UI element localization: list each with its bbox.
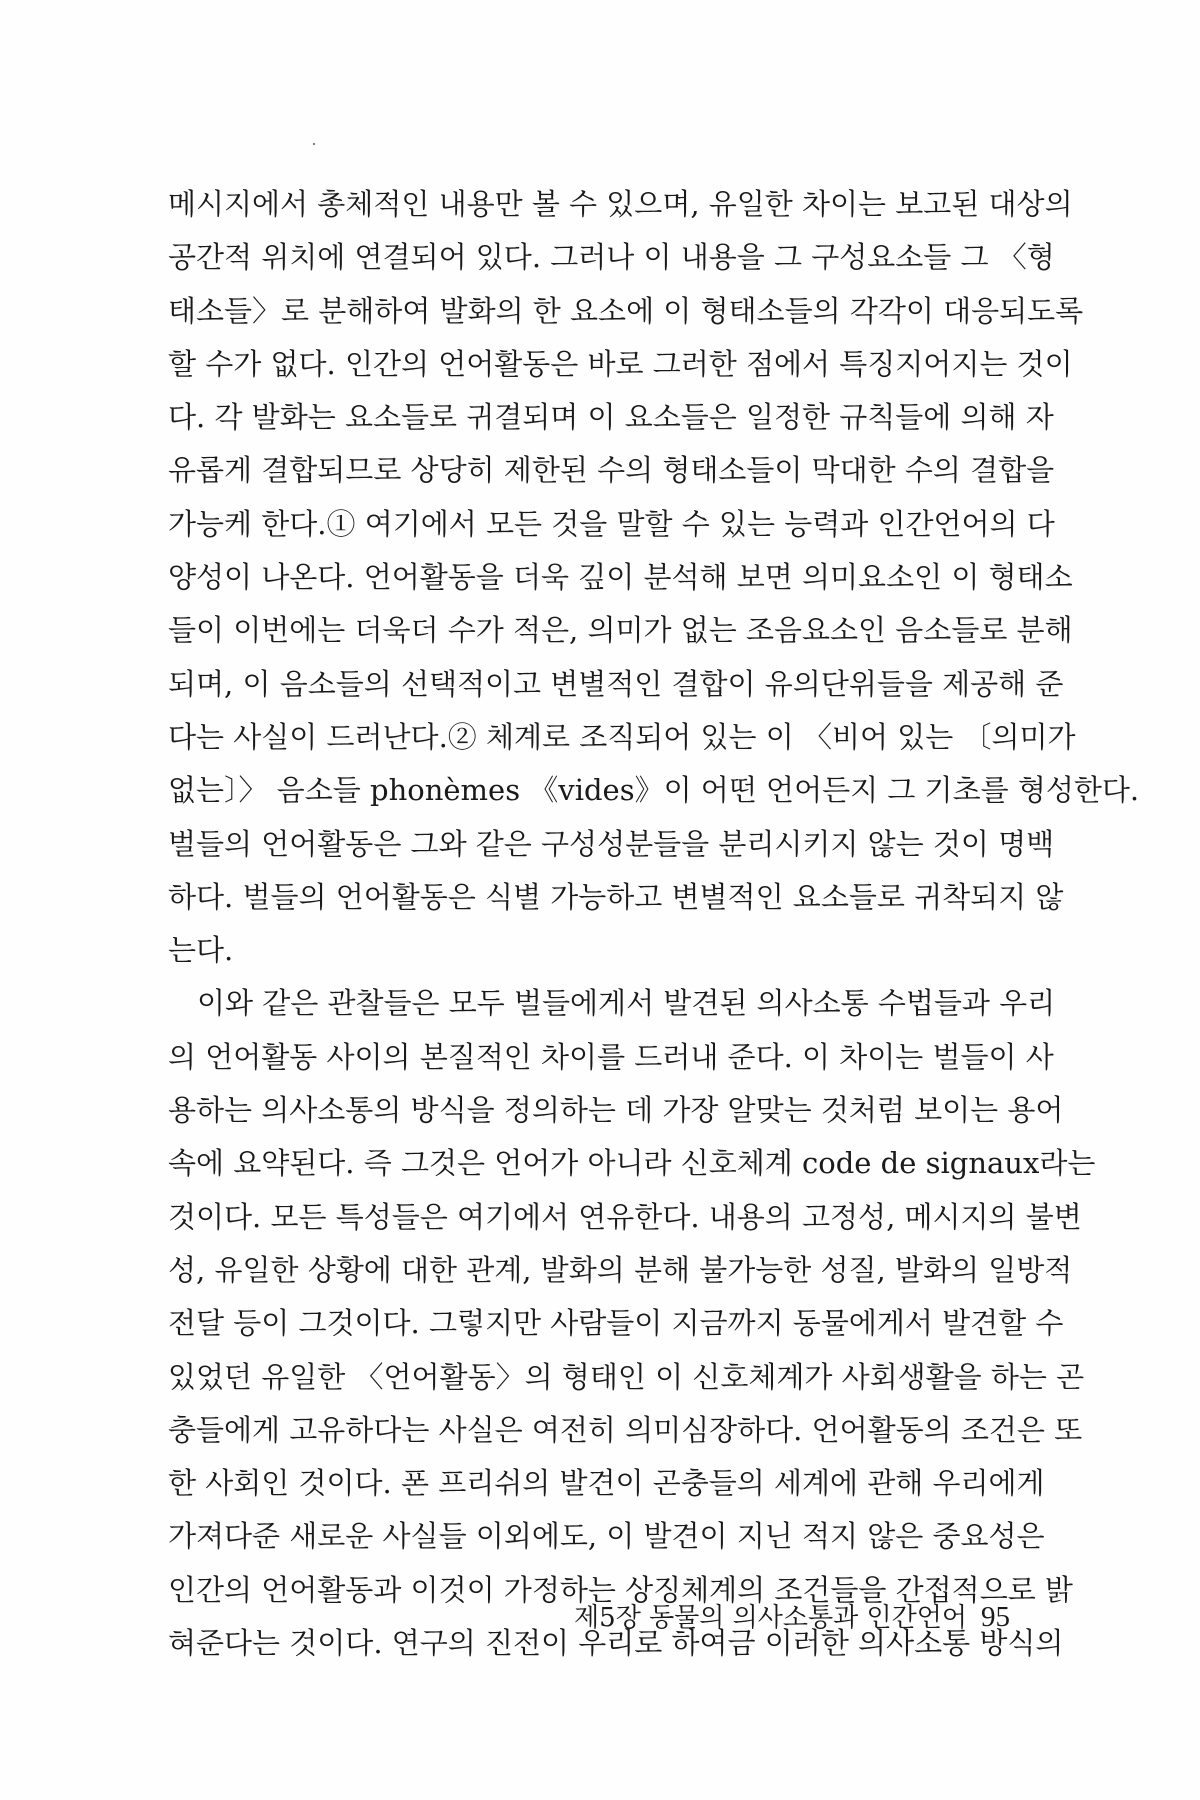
text-line: 의 언어활동 사이의 본질적인 차이를 드러내 준다. 이 차이는 벌들이 사 [168,1039,1054,1074]
page-number: 95 [981,1601,1010,1633]
text-line: 혀준다는 것이다. 연구의 진전이 우리로 하여금 이러한 의사소통 방식의 [168,1626,1064,1661]
text-line: 한 사회인 것이다. 폰 프리쉬의 발견이 곤충들의 세계에 관해 우리에게 [168,1466,1045,1501]
text-line: 되며, 이 음소들의 선택적이고 변별적인 결합이 유의단위들을 제공해 준 [168,666,1064,701]
body-text [168,178,1140,1670]
chapter-title: 제5장 동물의 의사소통과 인간언어 [574,1603,967,1633]
text-line: 용하는 의사소통의 방식을 정의하는 데 가장 알맞는 것처럼 보이는 용어 [168,1093,1064,1128]
text-line: 메시지에서 총체적인 내용만 볼 수 있으며, 유일한 차이는 보고된 대상의 [168,187,1073,221]
text-line: 있었던 유일한 〈언어활동〉의 형태인 이 신호체계가 사회생활을 하는 곤 [168,1359,1085,1394]
text-line: 공간적 위치에 연결되어 있다. 그러나 이 내용을 그 구성요소들 그 〈형 [168,240,1055,275]
text-line: 유롭게 결합되므로 상당히 제한된 수의 형태소들이 막대한 수의 결합을 [168,453,1055,488]
text-line: 양성이 나온다. 언어활동을 더욱 깊이 분석해 보면 의미요소인 이 형태소 [168,560,1073,595]
text-line: 전달 등이 그것이다. 그렇지만 사람들이 지금까지 동물에게서 발견할 수 [168,1306,1064,1341]
text-line: 것이다. 모든 특성들은 여기에서 연유한다. 내용의 고정성, 메시지의 불변 [168,1199,1082,1234]
text-line: 충들에게 고유하다는 사실은 여전히 의미심장하다. 언어활동의 조건은 또 [168,1412,1083,1447]
text-line: 가져다준 새로운 사실들 이외에도, 이 발견이 지닌 적지 않은 중요성은 [168,1519,1045,1554]
running-footer [540,1597,1010,1634]
text-line: 는다. [168,933,234,968]
text-line: 할 수가 없다. 인간의 언어활동은 바로 그러한 점에서 특징지어지는 것이 [168,346,1073,381]
text-line: 이와 같은 관찰들은 모두 벌들에게서 발견된 의사소통 수법들과 우리 [197,986,1056,1021]
text-line: 가능케 한다.① 여기에서 모든 것을 말할 수 있는 능력과 인간언어의 다 [168,506,1055,541]
ink-speck [313,143,315,145]
text-line: 인간의 언어활동과 이것이 가정하는 상징체계의 조건들을 간접적으로 밝 [168,1572,1073,1607]
text-line: 벌들의 언어활동은 그와 같은 구성성분들을 분리시키지 않는 것이 명백 [168,826,1055,861]
text-line: 다는 사실이 드러난다.② 체계로 조직되어 있는 이 〈비어 있는 〔의미가 [168,719,1076,754]
text-line: 다. 각 발화는 요소들로 귀결되며 이 요소들은 일정한 규칙들에 의해 자 [168,400,1054,435]
text-line: 태소들〉로 분해하여 발화의 한 요소에 이 형태소들의 각각이 대응되도록 [168,293,1084,328]
text-line: 성, 유일한 상황에 대한 관계, 발화의 분해 불가능한 성질, 발화의 일방적 [168,1252,1073,1287]
text-line: 들이 이번에는 더욱더 수가 적은, 의미가 없는 조음요소인 음소들로 분해 [168,613,1073,648]
text-line: 속에 요약된다. 즉 그것은 언어가 아니라 신호체계 code de signaux라는 [168,1146,1096,1181]
text-line: 하다. 벌들의 언어활동은 식별 가능하고 변별적인 요소들로 귀착되지 않 [168,879,1064,914]
text-line: 없는〕〉 음소들 phonèmes 《vides》이 어떤 언어든지 그 기초를 형성한다. [168,773,1140,808]
